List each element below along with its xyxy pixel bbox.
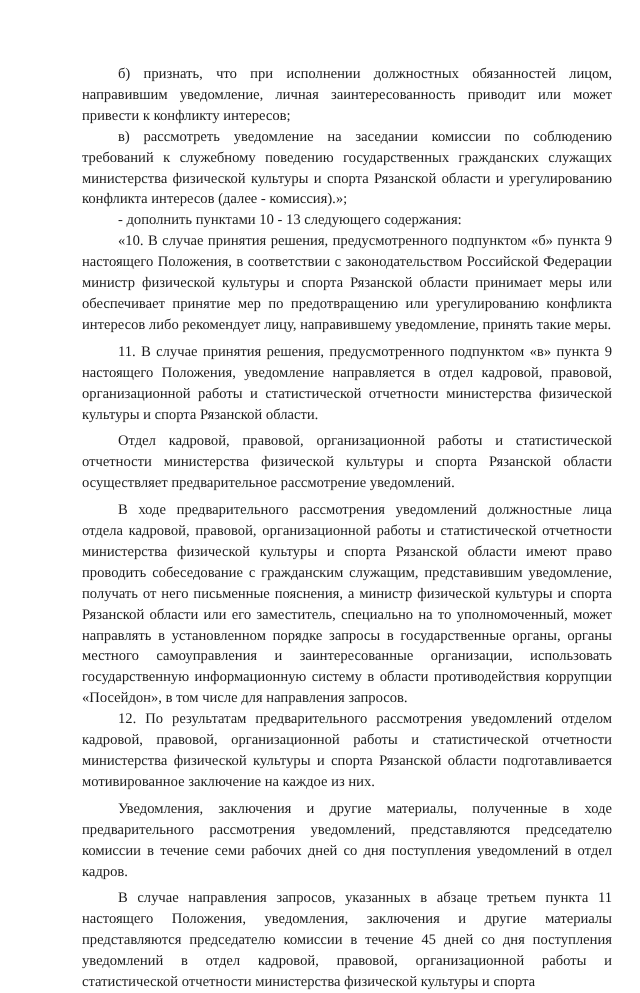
paragraph-review-powers: В ходе предварительного рассмотрения уведомлений должностные лица отдела кадровой, правовой, организационной работы и статистической отчетности министерства физической культуры и спорта Рязанской области имеют право проводить собеседование с гражданским служащим, представившим уведомление, получать от него письменные пояснения, а министр физической культуры и спорта Рязанской области или его заместитель, специально на то уполномоченный, может направлять в установленном порядке запросы в государственные органы, органы местного самоуправления и заинтересованные организации, использовать государственную информационную систему в области противодействия коррупции «Посейдон», в том числе для направления запросов. [82, 502, 612, 707]
paragraph-materials-submission: Уведомления, заключения и другие материалы, полученные в ходе предварительного рассмотрения уведомлений, представляются председателю комиссии в течение семи рабочих дней со дня поступления уведомлений в отдел кадров. [82, 800, 612, 880]
paragraph-preliminary-review: Отдел кадровой, правовой, организационной работы и статистической отчетности министерства физической культуры и спорта Рязанской области осуществляет предварительное рассмотрение уведомлений. [82, 433, 612, 492]
paragraph-item-12: 12. По результатам предварительного рассмотрения уведомлений отделом кадровой, правовой, организационной работы и статистической отчетности министерства физической культуры и спорта Рязанской области подготавливается мотивированное заключение на каждое из них. [82, 711, 612, 790]
paragraph-b-recognize-conflict: б) признать, что при исполнении должностных обязанностей лицом, направившим уведомление, личная заинтересованность приводит или может привести к конфликту интересов; [82, 66, 612, 124]
paragraph-item-10: «10. В случае принятия решения, предусмотренного подпунктом «б» пункта 9 настоящего Положения, в соответствии с законодательством Российской Федерации министр физической культуры и спорта Рязанской области принимает меры или обеспечивает принятие мер по предотвращению или урегулированию конфликта интересов либо рекомендует лицу, направившему уведомление, принять такие меры. [82, 233, 612, 333]
paragraph-item-11: 11. В случае принятия решения, предусмотренного подпунктом «в» пункта 9 настоящего Положения, уведомление направляется в отдел кадровой, правовой, организационной работы и статистической отчетности министерства физической культуры и спорта Рязанской области. [82, 343, 612, 423]
paragraph-requests-deadline: В случае направления запросов, указанных в абзаце третьем пункта 11 настоящего Положения, уведомления, заключения и другие материалы представляются председателю комиссии в течение 45 дней со дня поступления уведомлений в отдел кадровой, правовой, организационной работы и статистической отчетности министерства физической культуры и спорта [82, 890, 612, 991]
paragraph-amendment-intro: - дополнить пунктами 10 - 13 следующего содержания: [118, 212, 462, 229]
document-body [82, 64, 612, 993]
paragraph-v-commission-review: в) рассмотреть уведомление на заседании комиссии по соблюдению требований к служебному поведению государственных гражданских служащих министерства физической культуры и спорта Рязанской области и урегулированию конфликта интересов (далее - комиссия).»; [82, 128, 612, 208]
